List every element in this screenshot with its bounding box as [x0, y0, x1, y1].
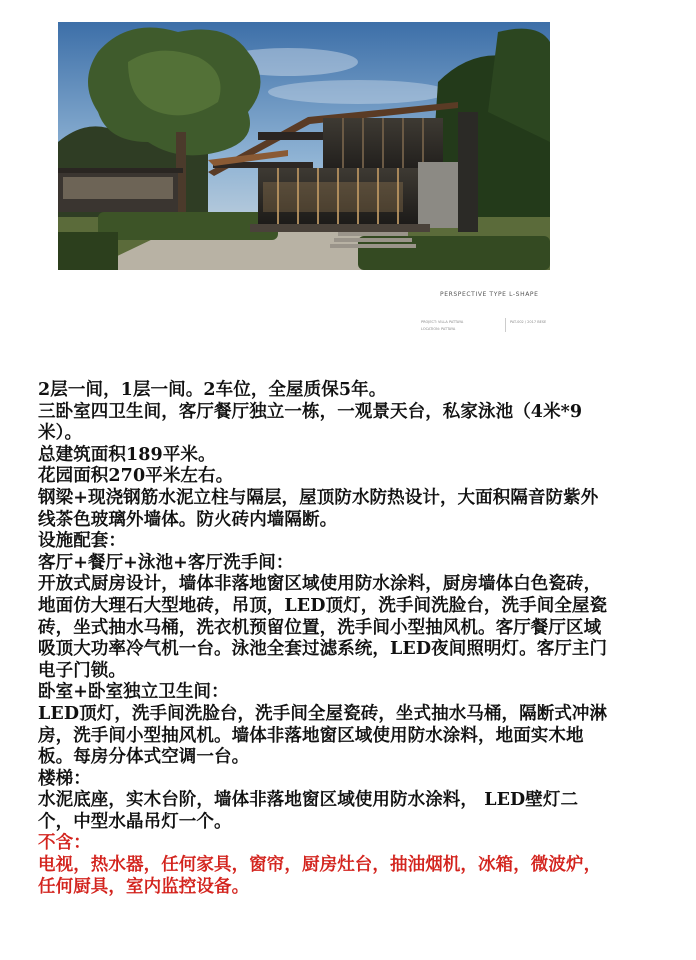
desc-line: 三卧室四卫生间，客厅餐厅独立一栋，一观景天台，私家泳池（4米*9: [38, 401, 583, 422]
section-heading: 卧室+卧室独立卫生间：: [38, 682, 229, 703]
caption-divider: [505, 318, 506, 332]
image-caption: PERSPECTIVE TYPE L-SHAPE: [440, 291, 539, 298]
desc-line: LED顶灯，洗手间洗脸台，洗手间全屋瓷砖，坐式抽水马桶，隔断式冲淋: [38, 703, 608, 724]
desc-line: 房，洗手间小型抽风机。墙体非落地窗区域使用防水涂料，地面实木地: [38, 725, 584, 746]
project-meta: PROJECT: VILLA PATTAYA: [421, 320, 464, 324]
desc-line: 水泥底座，实木台阶，墙体非落地窗区域使用防水涂料， LED壁灯二: [38, 790, 579, 811]
section-heading: 客厅+餐厅+泳池+客厅洗手间：: [38, 552, 294, 573]
excluded-line: 电视，热水器，任何家具，窗帘，厨房灶台，抽油烟机，冰箱，微波炉，: [38, 855, 602, 876]
desc-line: 花园面积270平米左右。: [38, 466, 234, 487]
excluded-heading: 不含：: [38, 833, 91, 854]
desc-line: 总建筑面积189平米。: [38, 444, 216, 465]
desc-line: 开放式厨房设计，墙体非落地窗区域使用防水涂料，厨房墙体白色瓷砖，: [38, 574, 602, 595]
section-heading: 设施配套：: [38, 531, 126, 552]
section-heading: 楼梯：: [38, 768, 91, 789]
villa-rendering-image: [58, 22, 550, 270]
page-meta: PAT-002 / 2017 BESE: [510, 320, 547, 324]
desc-line: 线茶色玻璃外墙体。防火砖内墙隔断。: [38, 509, 338, 530]
property-description: [38, 380, 690, 898]
desc-line: 2层一间，1层一间。2车位，全屋质保5年。: [38, 380, 387, 400]
desc-line: 板。每房分体式空调一台。: [38, 747, 250, 768]
excluded-line: 任何厨具，室内监控设备。: [38, 876, 250, 897]
location-meta: LOCATION: PATTAYA: [421, 327, 456, 331]
desc-line: 电子门锁。: [38, 660, 126, 681]
desc-line: 米）。: [38, 423, 83, 444]
desc-line: 砖，坐式抽水马桶，洗衣机预留位置，洗手间小型抽风机。客厅餐厅区域: [38, 617, 602, 638]
desc-line: 个，中型水晶吊灯一个。: [38, 811, 232, 832]
desc-line: 地面仿大理石大型地砖，吊顶，LED顶灯，洗手间洗脸台，洗手间全屋瓷: [38, 595, 608, 616]
desc-line: 吸顶大功率冷气机一台。泳池全套过滤系统，LED夜间照明灯。客厅主门: [38, 639, 608, 660]
desc-line: 钢梁+现浇钢筋水泥立柱与隔层，屋顶防水防热设计，大面积隔音防紫外: [38, 487, 599, 508]
